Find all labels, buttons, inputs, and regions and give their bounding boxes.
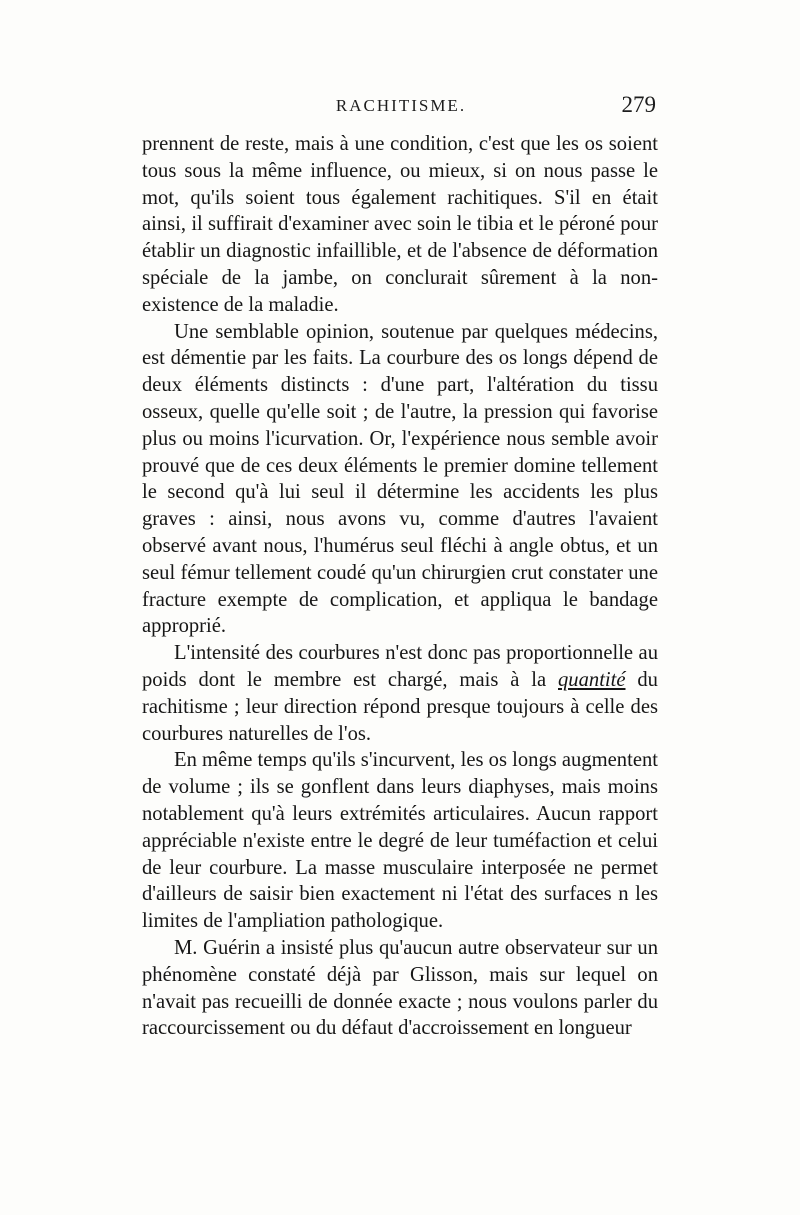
body-text	[142, 131, 658, 1042]
paragraph-guerin: M. Guérin a insisté plus qu'aucun autre observateur sur un phénomène constaté déjà par Glisson, mais sur lequel on n'avait pas recueilli de donnée exacte ; nous voulons parler du raccourcissement ou du défaut d'accroissement en longueur	[142, 936, 658, 1040]
page-number: 279	[621, 92, 656, 117]
paragraph-volume: En même temps qu'ils s'incurvent, les os longs augmentent de volume ; ils se gonflent dans leurs diaphyses, mais moins notablement qu'à leurs extrémités articulaires. Aucun rapport appréciable n'existe entre le degré de leur tuméfaction et celui de leur courbure. La masse musculaire interposée ne permet d'ailleurs de saisir bien exactement ni l'état des surfaces n les limites de l'ampliation pathologique.	[142, 749, 658, 933]
paragraph-intensity-lead: L'intensité des courbures n'est donc pas proportionnelle au poids dont le membre est chargé, mais à la	[142, 642, 658, 691]
emphasized-quantite: quantité	[558, 668, 626, 691]
running-head	[146, 92, 656, 122]
paragraph-intensity-tail: du rachitisme ; leur direction répond presque toujours à celle des courbures naturelles de l'os.	[142, 668, 658, 745]
paragraph-continued: prennent de reste, mais à une condition, c'est que les os soient tous sous la même influence, ou mieux, si on nous passe le mot, qu'ils soient tous également rachitiques. S'il en était ainsi, il suffirait d'examiner avec soin le tibia et le péroné pour établir un diagnostic infaillible, et de l'absence de déformation spéciale de la jambe, on conclurait sûrement à la non-existence de la maladie.	[142, 133, 658, 316]
paragraph-intensity	[142, 640, 658, 747]
paragraph-opinion: Une semblable opinion, soutenue par quelques médecins, est démentie par les faits. La courbure des os longs dépend de deux éléments distincts : d'une part, l'altération du tissu osseux, quelle qu'elle soit ; de l'autre, la pression qui favorise plus ou moins l'icurvation. Or, l'expérience nous semble avoir prouvé que de ces deux éléments le premier domine tellement le second qu'à lui seul il détermine les accidents les plus graves : ainsi, nous avons vu, comme d'autres l'avaient observé avant nous, l'humérus seul fléchi à angle obtus, et un seul fémur tellement coudé qu'un chirurgien crut constater une fracture exempte de complication, et appliqua le bandage approprié.	[142, 320, 658, 638]
running-title: RACHITISME.	[335, 96, 467, 115]
